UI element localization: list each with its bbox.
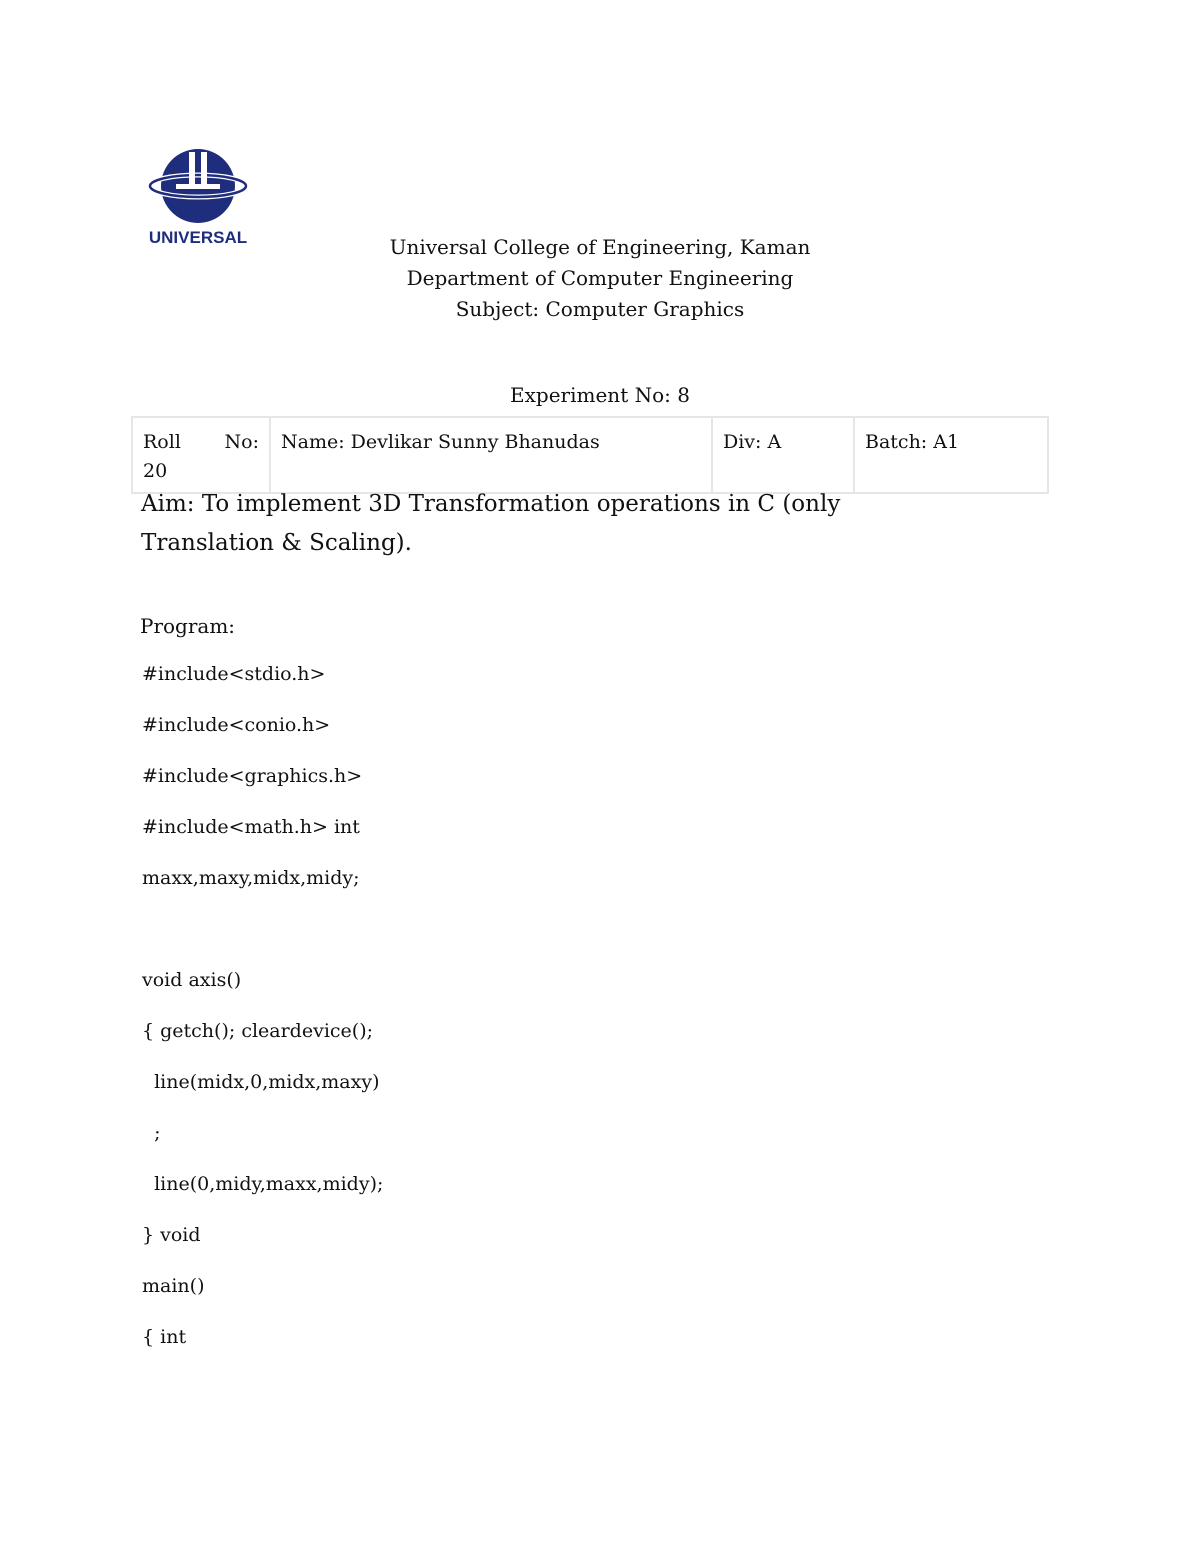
code-line: ;	[142, 1122, 161, 1144]
student-info-table	[131, 416, 1049, 494]
code-line: #include<graphics.h>	[142, 765, 363, 787]
universal-logo-icon	[148, 146, 248, 250]
roll-label-line	[143, 428, 259, 457]
aim-line-1: Aim: To implement 3D Transformation operations in C (only	[141, 491, 841, 517]
code-listing	[142, 659, 842, 1373]
name-cell: Name: Devlikar Sunny Bhanudas	[270, 417, 712, 493]
batch-cell: Batch: A1	[854, 417, 1048, 493]
student-info-row	[132, 417, 1048, 493]
program-heading: Program:	[140, 614, 236, 638]
code-line: { getch(); cleardevice();	[142, 1020, 374, 1042]
code-line: maxx,maxy,midx,midy;	[142, 867, 360, 889]
code-line: main()	[142, 1275, 205, 1297]
roll-value: 20	[143, 460, 168, 482]
roll-label: Roll	[143, 431, 181, 453]
code-line: #include<math.h> int	[142, 816, 360, 838]
code-line: #include<conio.h>	[142, 714, 331, 736]
code-line: line(midx,0,midx,maxy)	[142, 1071, 380, 1093]
roll-cell	[132, 417, 270, 493]
department-name: Department of Computer Engineering	[406, 266, 794, 290]
code-line: } void	[142, 1224, 201, 1246]
code-line: line(0,midy,maxx,midy);	[142, 1173, 384, 1195]
roll-no-label: No:	[224, 431, 259, 453]
college-logo	[148, 146, 248, 250]
experiment-number: Experiment No: 8	[510, 383, 690, 407]
code-line: { int	[142, 1326, 187, 1348]
logo-wordmark: UNIVERSAL	[148, 228, 248, 247]
college-name: Universal College of Engineering, Kaman	[389, 235, 811, 259]
aim-statement	[141, 485, 861, 563]
division-cell: Div: A	[712, 417, 854, 493]
code-line: void axis()	[142, 969, 242, 991]
code-line: #include<stdio.h>	[142, 663, 326, 685]
subject-name: Subject: Computer Graphics	[455, 297, 745, 321]
code-line	[142, 914, 842, 965]
aim-line-2: Translation & Scaling).	[141, 530, 412, 556]
document-header	[300, 232, 900, 325]
